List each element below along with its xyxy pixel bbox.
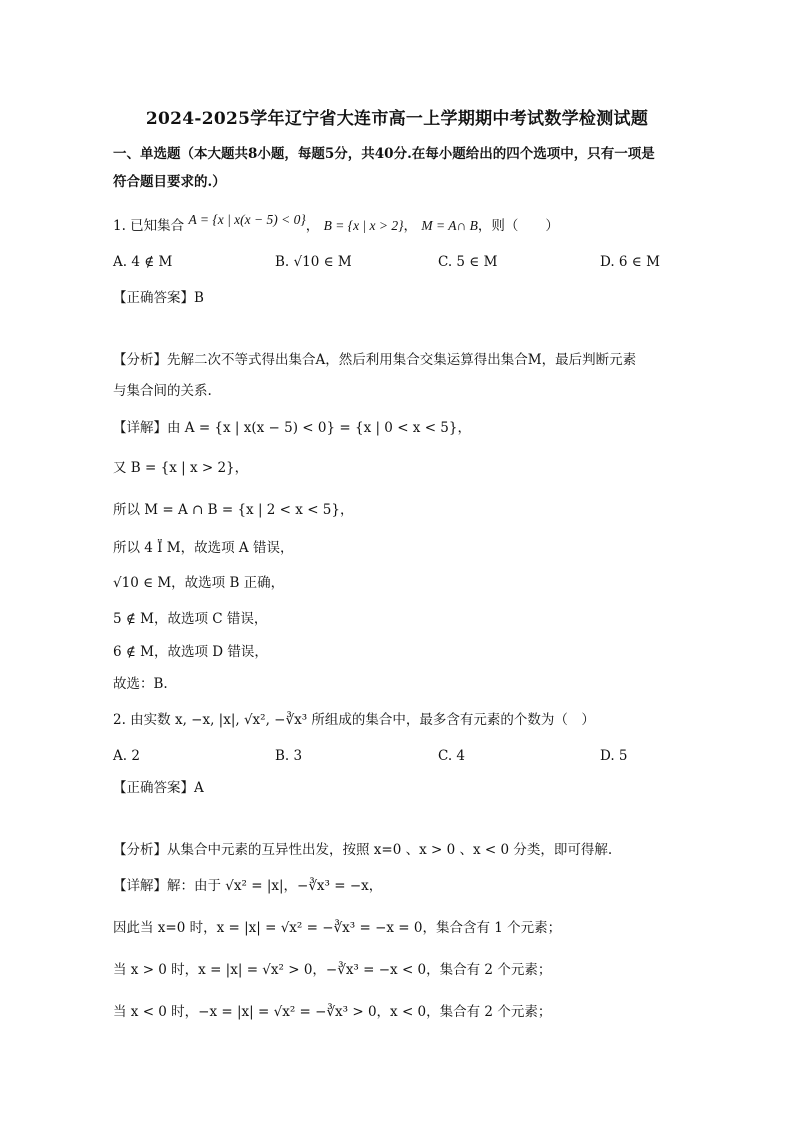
q2-detail-4: 当 x < 0 时，−x = |x| = √x² = −∛x³ > 0，x < 0，集合有 2 个元素； — [113, 1004, 552, 1020]
q1-option-b: B. √10 ∈ M — [275, 254, 352, 270]
page-title: 2024-2025学年辽宁省大连市高一上学期期中考试数学检测试题 — [145, 109, 649, 129]
q1-stem-suffix: ，则（ ） — [477, 218, 559, 234]
q1-set-a: A = {x | x(x − 5) < 0} — [188, 212, 306, 227]
q2-detail-2: 因此当 x=0 时，x = |x| = √x² = −∛x³ = −x = 0，集合含有 1 个元素； — [113, 920, 562, 936]
q1-detail-5: √10 ∈ M，故选项 B 正确， — [113, 575, 285, 591]
q1-option-c: C. 5 ∈ M — [438, 254, 498, 270]
q2-option-b: B. 3 — [275, 748, 303, 764]
q1-detail-6: 5 ∉ M，故选项 C 错误， — [113, 611, 268, 627]
q1-option-a: A. 4 ∉ M — [113, 254, 173, 270]
q1-detail-1: 【详解】由 A = {x | x(x − 5) < 0} = {x | 0 < x < 5}， — [113, 420, 471, 436]
q1-answer: 【正确答案】B — [113, 290, 204, 306]
q2-detail-1: 【详解】解：由于 √x² = |x|，−∛x³ = −x， — [113, 878, 383, 894]
q1-set-b: B = {x | x > 2} — [323, 218, 404, 233]
q1-stem: 1. 已知集合 A = {x | x(x − 5) < 0}， B = {x | x > 2}， M = A∩ B，则（ ） — [113, 212, 559, 234]
section-header-line-1: 一、单选题（本大题共8小题，每题5分，共40分.在每小题给出的四个选项中，只有一项是 — [113, 146, 655, 162]
q1-detail-8: 故选：B. — [113, 676, 168, 692]
q1-detail-7: 6 ∉ M，故选项 D 错误， — [113, 644, 268, 660]
q2-option-c: C. 4 — [438, 748, 466, 764]
q1-detail-4: 所以 4 Ï M，故选项 A 错误， — [113, 540, 294, 556]
q2-detail-3: 当 x > 0 时，x = |x| = √x² > 0，−∛x³ = −x < 0，集合有 2 个元素； — [113, 962, 552, 978]
q1-analysis-2: 与集合间的关系. — [113, 383, 212, 399]
q2-stem: 2. 由实数 x, −x, |x|, √x², −∛x³ 所组成的集合中，最多含有元素的个数为（ ） — [113, 712, 595, 728]
q2-option-a: A. 2 — [113, 748, 140, 764]
q2-answer: 【正确答案】A — [113, 780, 204, 796]
q1-stem-prefix: 1. 已知集合 — [113, 218, 185, 234]
q1-option-d: D. 6 ∈ M — [600, 254, 660, 270]
q1-detail-3: 所以 M = A ∩ B = {x | 2 < x < 5}， — [113, 502, 354, 518]
q2-option-d: D. 5 — [600, 748, 628, 764]
q2-analysis: 【分析】从集合中元素的互异性出发，按照 x=0 、x > 0 、x < 0 分类，即可得解. — [113, 842, 613, 858]
q1-analysis: 【分析】先解二次不等式得出集合A，然后利用集合交集运算得出集合M，最后判断元素 — [113, 352, 637, 368]
q1-set-m: M = A∩ B — [421, 218, 478, 233]
section-header-line-2: 符合题目要求的.） — [113, 174, 226, 190]
q1-detail-2: 又 B = {x | x > 2}， — [113, 460, 249, 476]
